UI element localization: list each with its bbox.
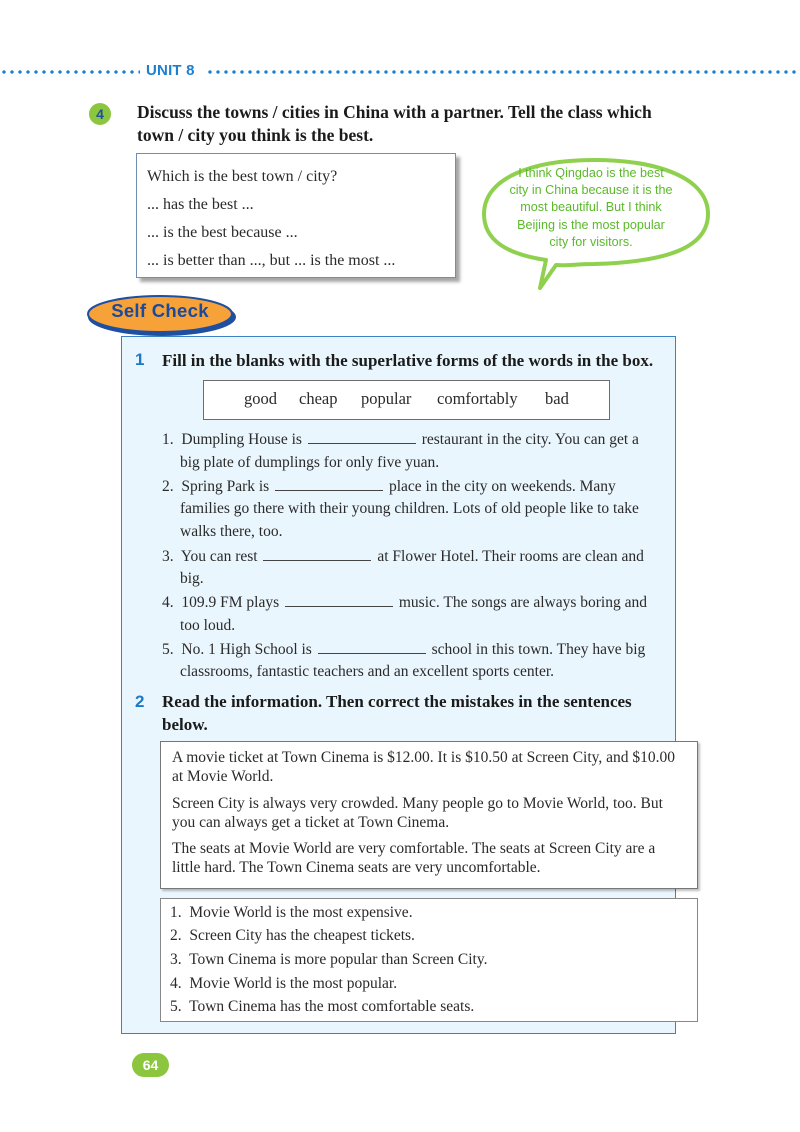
sentence-item: 1. Movie World is the most expensive. — [170, 904, 413, 921]
sentence-item: 4. Movie World is the most popular. — [170, 975, 398, 992]
item-text: school in this town. They have big — [431, 641, 646, 658]
exercise-1-item — [162, 639, 645, 660]
phrase-line: Which is the best town / city? — [147, 168, 338, 185]
exercise-2-instruction-line: Read the information. Then correct the mistakes in the sentences — [162, 692, 632, 711]
info-line: A movie ticket at Town Cinema is $12.00. It is $10.50 at Screen City, and $10.00 — [172, 749, 676, 766]
word-box-item: bad — [545, 389, 569, 408]
page-number: 64 — [132, 1053, 169, 1077]
self-check-label: Self Check — [111, 300, 209, 321]
item-text: No. 1 High School is — [181, 641, 312, 658]
item-text: at Flower Hotel. Their rooms are clean and — [377, 548, 644, 565]
useful-phrases-box — [136, 153, 456, 278]
item-text: 109.9 FM plays — [181, 594, 280, 611]
item-text: You can rest — [180, 548, 258, 565]
item-text: restaurant in the city. You can get a — [421, 431, 639, 448]
item-number: 4. — [162, 594, 174, 611]
exercise-2-instruction-line: below. — [162, 715, 208, 734]
header-dots-right — [206, 70, 800, 74]
exercise-1-item-continued: walks there, too. — [180, 523, 283, 540]
speech-bubble-text — [493, 165, 689, 251]
phrase-line: ... is the best because ... — [147, 224, 298, 241]
word-box-item: good — [244, 389, 277, 408]
word-box-item: popular — [361, 389, 412, 408]
item-number: 1. — [162, 431, 174, 448]
item-number: 5. — [162, 641, 174, 658]
exercise-1-item — [162, 546, 644, 567]
header-dots-left — [0, 70, 140, 74]
answer-blank[interactable] — [308, 429, 416, 444]
unit-title: UNIT 8 — [146, 62, 195, 79]
sentence-item: 3. Town Cinema is more popular than Screen City. — [170, 951, 488, 968]
answer-blank[interactable] — [275, 476, 383, 491]
answer-blank[interactable] — [285, 592, 393, 607]
item-text: music. The songs are always boring and — [398, 594, 647, 611]
exercise-1-item-continued: too loud. — [180, 617, 236, 634]
bubble-line: I think Qingdao is the best — [518, 166, 664, 180]
item-text: Spring Park is — [181, 478, 270, 495]
bubble-line: city in China because it is the — [509, 183, 673, 198]
info-line: little hard. The Town Cinema seats are very uncomfortable. — [172, 859, 541, 876]
info-line: Screen City is always very crowded. Many people go to Movie World, too. But — [172, 795, 663, 812]
exercise-1-item — [162, 429, 639, 450]
exercise-2-instruction — [162, 690, 632, 736]
section-4-instruction — [137, 101, 737, 147]
item-text: place in the city on weekends. Many — [388, 478, 616, 495]
item-number: 2. — [162, 478, 174, 495]
word-box-item: cheap — [299, 389, 338, 408]
exercise-1-item-continued: families go there with their young children. Lots of old people like to take — [180, 500, 639, 517]
exercise-2-number: 2 — [135, 692, 145, 711]
exercise-1-item-continued: classrooms, fantastic teachers and an excellent sports center. — [180, 663, 555, 680]
word-box-item: comfortably — [437, 389, 518, 408]
exercise-1-number: 1 — [135, 350, 145, 369]
bubble-line: most beautiful. But I think — [520, 200, 662, 215]
item-text: Dumpling House is — [181, 431, 302, 448]
info-line: at Movie World. — [172, 768, 274, 785]
phrase-line: ... has the best ... — [147, 196, 254, 213]
exercise-1-item — [162, 476, 616, 497]
item-number: 3. — [162, 548, 174, 565]
answer-blank[interactable] — [263, 546, 371, 561]
section-4-instruction-line: town / city you think is the best. — [137, 125, 374, 145]
phrase-line: ... is better than ..., but ... is the most ... — [147, 252, 396, 269]
bubble-line: city for visitors. — [549, 234, 633, 249]
info-line: The seats at Movie World are very comfortable. The seats at Screen City are a — [172, 840, 656, 857]
sentence-item: 2. Screen City has the cheapest tickets. — [170, 927, 415, 944]
exercise-1-item-continued: big plate of dumplings for only five yuan. — [180, 454, 440, 471]
info-line: you can always get a ticket at Town Cinema. — [172, 814, 450, 831]
section-4-instruction-line: Discuss the towns / cities in China with a partner. Tell the class which — [137, 102, 652, 122]
exercise-1-instruction: Fill in the blanks with the superlative forms of the words in the box. — [162, 351, 654, 370]
answer-blank[interactable] — [318, 639, 426, 654]
section-4-number-badge: 4 — [89, 103, 111, 125]
bubble-line: Beijing is the most popular — [517, 217, 665, 232]
exercise-1-item-continued: big. — [180, 570, 204, 587]
exercise-1-item — [162, 592, 647, 613]
sentence-item: 5. Town Cinema has the most comfortable seats. — [170, 998, 475, 1015]
